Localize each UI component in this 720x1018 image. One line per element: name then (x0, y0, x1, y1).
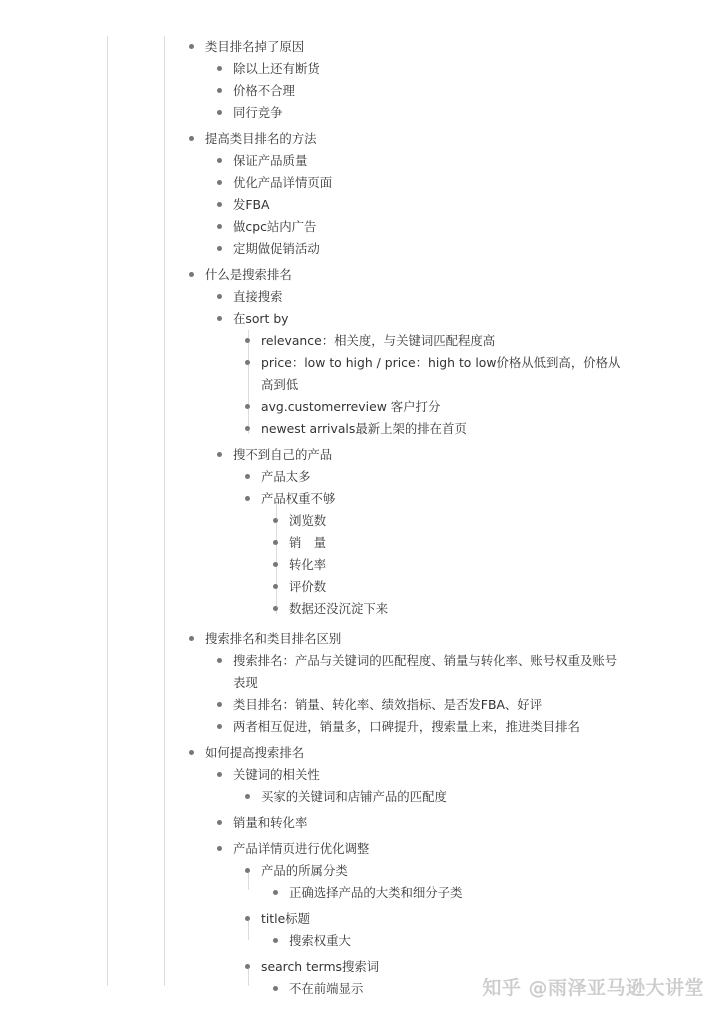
outline-item (233, 286, 645, 308)
outline-text: 发FBA (233, 197, 270, 212)
bullet-icon (245, 794, 250, 799)
outline-text: 两者相互促进，销量多，口碑提升，搜索量上来，推进类目排名 (233, 719, 580, 734)
outline-text: 如何提高搜索排名 (205, 745, 305, 760)
outline-text: 搜索排名：产品与关键词的匹配程度、销量与转化率、账号权重及账号表现 (233, 653, 618, 690)
outline-text: 数据还没沉淀下来 (289, 601, 389, 616)
outline-item (261, 488, 645, 620)
outline-item (289, 554, 645, 576)
bullet-icon (217, 772, 222, 777)
outline-text: 产品的所属分类 (261, 863, 348, 878)
outline-item (233, 102, 645, 124)
outline-item (289, 532, 645, 554)
bullet-icon (217, 202, 222, 207)
outline-text: 搜索权重大 (289, 933, 351, 948)
bullet-icon (217, 846, 222, 851)
bullet-icon (217, 658, 222, 663)
outline-item (261, 418, 645, 440)
outline-text: 提高类目排名的方法 (205, 131, 317, 146)
outline-text: 定期做促销活动 (233, 241, 320, 256)
bullet-icon (273, 518, 278, 523)
outline-text: 价格不合理 (233, 83, 295, 98)
bullet-icon (273, 562, 278, 567)
outline-text: 做cpc站内广告 (233, 219, 317, 234)
outline-item (205, 628, 645, 738)
bullet-icon (189, 272, 194, 277)
outline-text: 类目排名：销量、转化率、绩效指标、是否发FBA、好评 (233, 697, 543, 712)
outline-text: avg.customerreview 客户打分 (261, 399, 441, 414)
outline-item (233, 716, 645, 738)
outline-item (261, 908, 645, 952)
outline-text: 直接搜索 (233, 289, 283, 304)
bullet-icon (273, 938, 278, 943)
outline-item (205, 36, 645, 124)
bullet-icon (217, 246, 222, 251)
bullet-icon (245, 360, 250, 365)
outline-item (261, 396, 645, 418)
outline-text: 同行竞争 (233, 105, 283, 120)
outline-text: 转化率 (289, 557, 327, 572)
outline-text: search terms搜索词 (261, 959, 380, 974)
bullet-icon (245, 916, 250, 921)
outline-item (289, 598, 645, 620)
outline-text: 产品权重不够 (261, 491, 336, 506)
outline-item (261, 330, 645, 352)
outline-text: 销量和转化率 (233, 815, 308, 830)
outline-item (233, 238, 645, 260)
bullet-icon (245, 496, 250, 501)
bullet-icon (245, 868, 250, 873)
bullet-icon (273, 986, 278, 991)
outline-text: 搜索排名和类目排名区别 (205, 631, 342, 646)
outline-text: 不在前端显示 (289, 981, 364, 996)
outline-item (205, 264, 645, 620)
outline-item (289, 882, 645, 904)
outline-root (205, 36, 645, 1000)
bullet-icon (217, 702, 222, 707)
bullet-icon (189, 44, 194, 49)
outline-guide-line (164, 36, 165, 986)
bullet-icon (245, 964, 250, 969)
outline-text: price：low to high / price：high to low价格从低到高，价格从高到低 (261, 355, 621, 392)
bullet-icon (217, 820, 222, 825)
bullet-icon (217, 180, 222, 185)
bullet-icon (217, 224, 222, 229)
bullet-icon (189, 636, 194, 641)
bullet-icon (189, 136, 194, 141)
bullet-icon (217, 88, 222, 93)
outline-item (233, 80, 645, 102)
bullet-icon (273, 584, 278, 589)
outline-item (233, 650, 618, 694)
bullet-icon (217, 158, 222, 163)
outline-text: 产品太多 (261, 469, 311, 484)
outline-item (233, 150, 645, 172)
outline-text: newest arrivals最新上架的排在首页 (261, 421, 467, 436)
bullet-icon (217, 452, 222, 457)
outline-item (233, 694, 645, 716)
bullet-icon (245, 426, 250, 431)
outline-item (261, 352, 621, 396)
outline-item (233, 444, 645, 620)
bullet-icon (245, 404, 250, 409)
outline-text: 在sort by (233, 311, 289, 326)
outline-item (261, 786, 645, 808)
outline-item (233, 308, 645, 440)
outline-item (233, 194, 645, 216)
bullet-icon (273, 890, 278, 895)
outline-text: 产品详情页进行优化调整 (233, 841, 370, 856)
outline-item (261, 466, 645, 488)
outline-item (289, 510, 645, 532)
outline-text: 优化产品详情页面 (233, 175, 333, 190)
outline-text: 买家的关键词和店铺产品的匹配度 (261, 789, 447, 804)
outline-text: 类目排名掉了原因 (205, 39, 305, 54)
outline-item (289, 576, 645, 598)
outline-text: 正确选择产品的大类和细分子类 (289, 885, 463, 900)
outline-text: 关键词的相关性 (233, 767, 320, 782)
outline-text: 浏览数 (289, 513, 327, 528)
outline-text: relevance：相关度，与关键词匹配程度高 (261, 333, 496, 348)
outline-text: 保证产品质量 (233, 153, 308, 168)
outline-text: 搜不到自己的产品 (233, 447, 333, 462)
bullet-icon (189, 750, 194, 755)
bullet-icon (273, 606, 278, 611)
outline-guide-line (107, 36, 108, 986)
outline-item (261, 860, 645, 904)
bullet-icon (217, 294, 222, 299)
outline-item (289, 930, 645, 952)
outline-item (233, 58, 645, 80)
outline-item (233, 764, 645, 808)
outline-text: 除以上还有断货 (233, 61, 320, 76)
outline-item (205, 128, 645, 260)
bullet-icon (217, 316, 222, 321)
outline-item (233, 172, 645, 194)
outline-item (233, 216, 645, 238)
outline-text: title标题 (261, 911, 311, 926)
bullet-icon (245, 338, 250, 343)
bullet-icon (273, 540, 278, 545)
outline-text: 销 量 (289, 535, 327, 550)
bullet-icon (245, 474, 250, 479)
outline-item (233, 812, 645, 834)
bullet-icon (217, 66, 222, 71)
outline-text: 评价数 (289, 579, 327, 594)
bullet-icon (217, 110, 222, 115)
outline-item (205, 742, 645, 1000)
bullet-icon (217, 724, 222, 729)
watermark: 知乎 @雨泽亚马逊大讲堂 (482, 977, 704, 999)
outline-text: 什么是搜索排名 (205, 267, 292, 282)
